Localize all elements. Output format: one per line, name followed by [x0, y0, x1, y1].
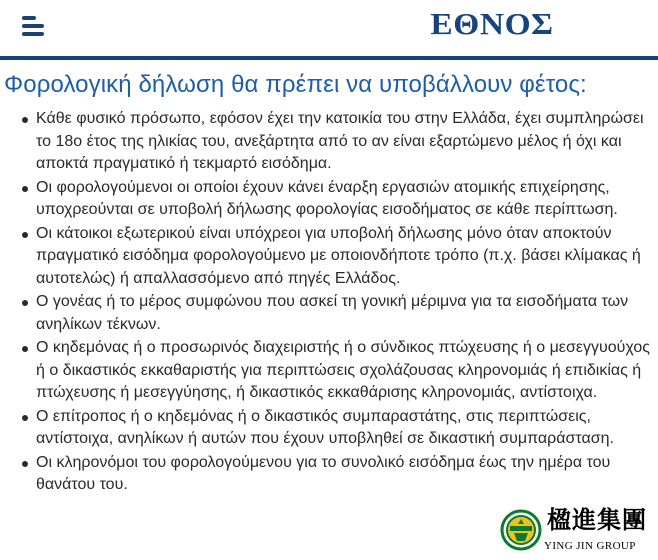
list-item: Ο κηδεμόνας ή ο προσωρινός διαχειριστής ή ο σύνδικος πτώχευσης ή ο μεσεγγυούχος ή ο δικαστικός εκκαθαριστής για περιπτώσεις σχολάζουσας κληρονομιάς ή επιδικίας ή πτώχευσης ή μεσεγγύησης, ή δικαστικός εκκαθάρισης κληρονομιάς, αντίστοιχα. — [0, 337, 658, 405]
list-item: Οι κληρονόμοι του φορολογούμενου για το συνολικό εισόδημα έως την ημέρα του θανάτου του. — [0, 452, 658, 497]
list-item: Κάθε φυσικό πρόσωπο, εφόσον έχει την κατοικία του στην Ελλάδα, έχει συμπληρώσει το 18ο έτος της ηλικίας του, ανεξάρτητα από το αν είναι εξαρτώμενο μέλος ή όχι και αποκτά πραγματικό ή τεκμαρτό εισόδημα. — [0, 108, 658, 176]
article-title: Φορολογική δήλωση θα πρέπει να υποβάλλουν φέτος: — [4, 71, 587, 98]
menu-line — [22, 32, 44, 36]
article-content — [0, 68, 658, 498]
site-header — [0, 0, 658, 57]
menu-line — [22, 16, 36, 20]
article-bullet-list — [0, 108, 658, 497]
watermark — [499, 503, 658, 560]
list-item: Οι φορολογούμενοι οι οποίοι έχουν κάνει έναρξη εργασιών ατομικής επιχείρησης, υποχρεούνται σε υποβολή δήλωσης φορολογίας εισοδήματος σε κάθε περίπτωση. — [0, 177, 658, 222]
watermark-name-en: YING JIN GROUP — [544, 540, 636, 552]
list-item: Ο γονέας ή το μέρος συμφώνου που ασκεί τη γονική μέριμνα για τα εισοδήματα των ανηλίκων τέκνων. — [0, 291, 658, 336]
hamburger-menu-icon[interactable] — [22, 14, 46, 38]
yingjin-seal-icon — [500, 509, 542, 551]
list-item: Ο επίτροπος ή ο κηδεμόνας ή ο δικαστικός συμπαραστάτης, στις περιπτώσεις, αντίστοιχα, ανηλίκων ή αυτών που έχουν υποβληθεί σε δικαστική συμπαράσταση. — [0, 406, 658, 451]
menu-line — [22, 24, 44, 28]
watermark-name-cn: 楹進集團 — [547, 505, 647, 534]
brand-logo[interactable]: ΕΘΝΟΣ — [430, 6, 554, 41]
list-item: Οι κάτοικοι εξωτερικού είναι υπόχρεοι για υποβολή δήλωσης μόνο όταν αποκτούν πραγματικό εισόδημα φορολογούμενο με οποιονδήποτε τρόπο (π.χ. βάσει κλίμακας ή αυτοτελώς) ή απαλλασσόμενο από πηγές Ελλάδος. — [0, 223, 658, 291]
header-rule — [0, 56, 658, 60]
